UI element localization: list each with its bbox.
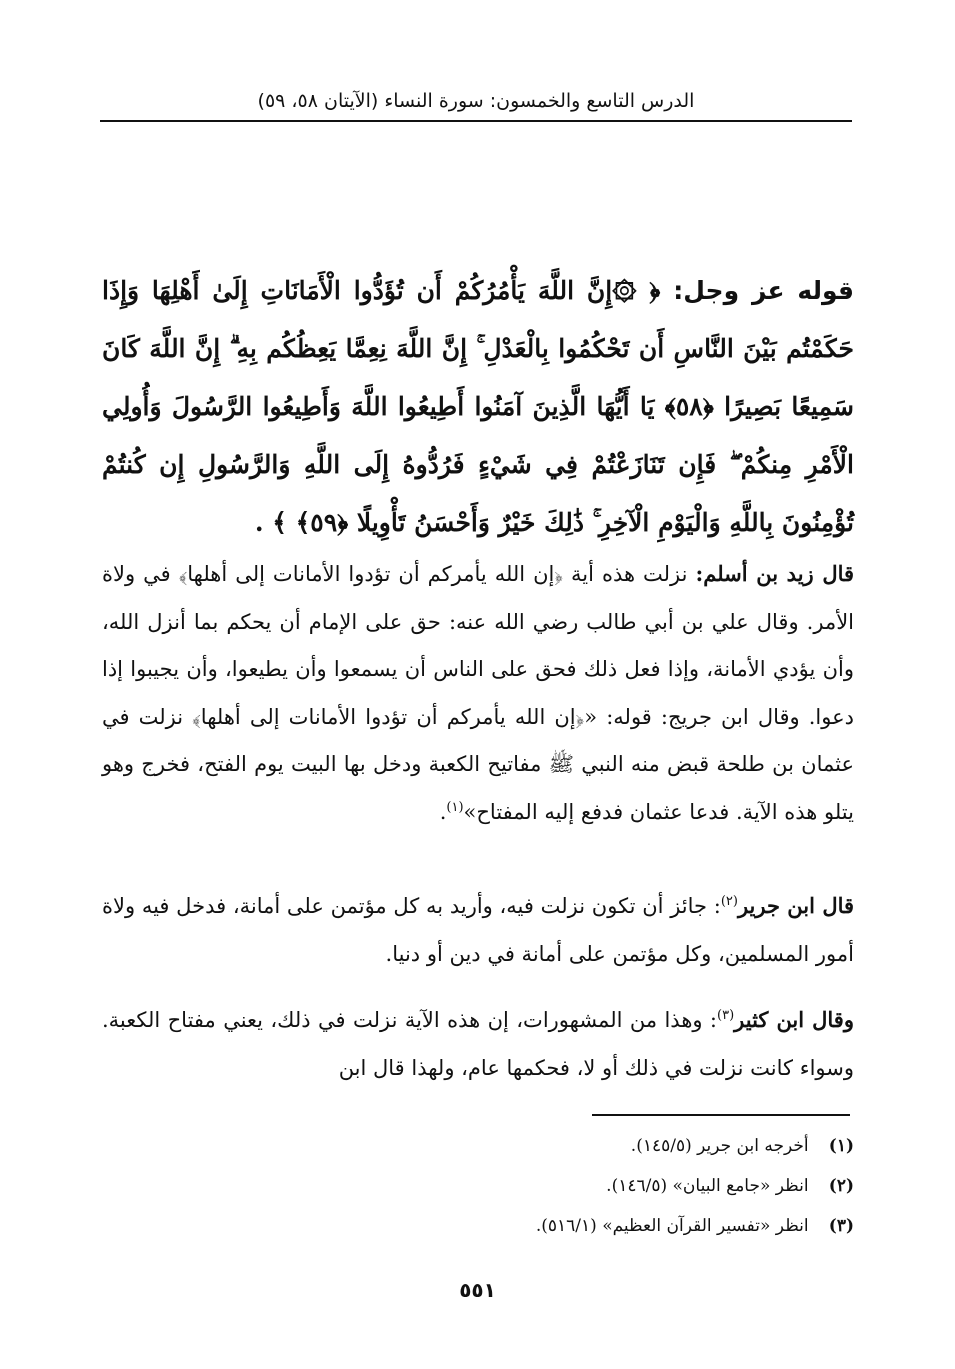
running-header: الدرس التاسع والخمسون: سورة النساء (الآيتان ٥٨، ٥٩) [257,90,695,112]
paragraph-ibn-jarir [102,882,854,978]
footnotes [102,1126,854,1246]
header-rule [100,120,852,122]
footnote-text: انظر «جامع البيان» (١٤٦/٥). [606,1176,809,1196]
footnote-ref: (٣) [717,1008,735,1023]
speaker-label: قال زيد بن أسلم: [695,561,855,586]
speaker-label: وقال ابن كثير [734,1007,854,1032]
footnote-text: انظر «تفسير القرآن العظيم» (٥١٦/١). [535,1216,809,1236]
footnote-item [102,1126,854,1166]
verse-text: ﴿ ۞إِنَّ اللَّهَ يَأْمُرُكُمْ أَن تُؤَدُّوا الْأَمَانَاتِ إِلَىٰ أَهْلِهَا وَإِذَا حَكَمْتُم بَيْنَ النَّاسِ أَن تَحْكُمُوا بِالْعَدْلِ ۚ إِنَّ اللَّهَ نِعِمَّا يَعِظُكُم بِهِ ۗ إِنَّ اللَّهَ كَانَ سَمِيعًا بَصِيرًا ﴿٥٨﴾ يَا أَيُّهَا الَّذِينَ آمَنُوا أَطِيعُوا اللَّهَ وَأَطِيعُوا الرَّسُولَ وَأُولِي الْأَمْرِ مِنكُمْ ۖ فَإِن تَنَازَعْتُمْ فِي شَيْءٍ فَرُدُّوهُ إِلَى اللَّهِ وَالرَّسُولِ إِن كُنتُمْ تُؤْمِنُونَ بِاللَّهِ وَالْيَوْمِ الْآخِرِ ۚ ذَٰلِكَ خَيْرٌ وَأَحْسَنُ تَأْوِيلًا ﴿٥٩﴾ ﴾ . [102,276,854,537]
footnote-item [102,1206,854,1246]
paragraph-text: نزلت هذه أية ﴿إن الله يأمركم أن تؤدوا الأمانات إلى أهلها﴾ في ولاة الأمر. وقال علي بن أبي طالب رضي الله عنه: حق على الإمام أن يحكم بما أنزل الله، وأن يؤدي الأمانة، وإذا فعل ذلك فحق على الناس أن يسمعوا وأن يطيعوا، وأن يجيبوا إذا دعوا. وقال ابن جريج: قوله: «﴿إن الله يأمركم أن تؤدوا الأمانات إلى أهلها﴾ نزلت في عثمان بن طلحة قبض منه النبي ﷺ مفاتيح الكعبة ودخل بها البيت يوم الفتح، فخرج وهو يتلو هذه الآية. فدعا عثمان فدفع إليه المفتاح» [102,562,854,824]
footnote-number: (١) [828,1136,854,1156]
footnote-number: (٢) [828,1176,854,1196]
speaker-label: قال ابن جرير [737,893,855,918]
paragraph-ibn-kathir [102,996,854,1092]
paragraph-text: : وهذا من المشهورات، إن هذه الآية نزلت في ذلك، يعني مفتاح الكعبة. وسواء كانت نزلت في ذلك أو لا، فحكمها عام، ولهذا قال ابن [102,1008,854,1080]
paragraph-text: : جائز أن تكون نزلت فيه، وأريد به كل مؤتمن على أمانة، فدخل فيه ولاة أمور المسلمين، وكل مؤتمن على أمانة في دين أو دنيا. [102,894,854,966]
page-number: ٥٥١ [459,1278,496,1302]
footnote-text: أخرجه ابن جرير (١٤٥/٥). [630,1136,809,1156]
quran-verse-block [102,262,854,552]
paragraph-tail: . [439,799,447,824]
footnote-ref: (١) [446,799,464,815]
footnote-rule [592,1114,850,1116]
footnote-ref: (٢) [720,894,738,909]
footnote-number: (٣) [828,1216,854,1236]
footnote-item [102,1166,854,1206]
verse-intro: قوله عز وجل: [673,276,854,305]
paragraph-zaid [102,550,854,836]
